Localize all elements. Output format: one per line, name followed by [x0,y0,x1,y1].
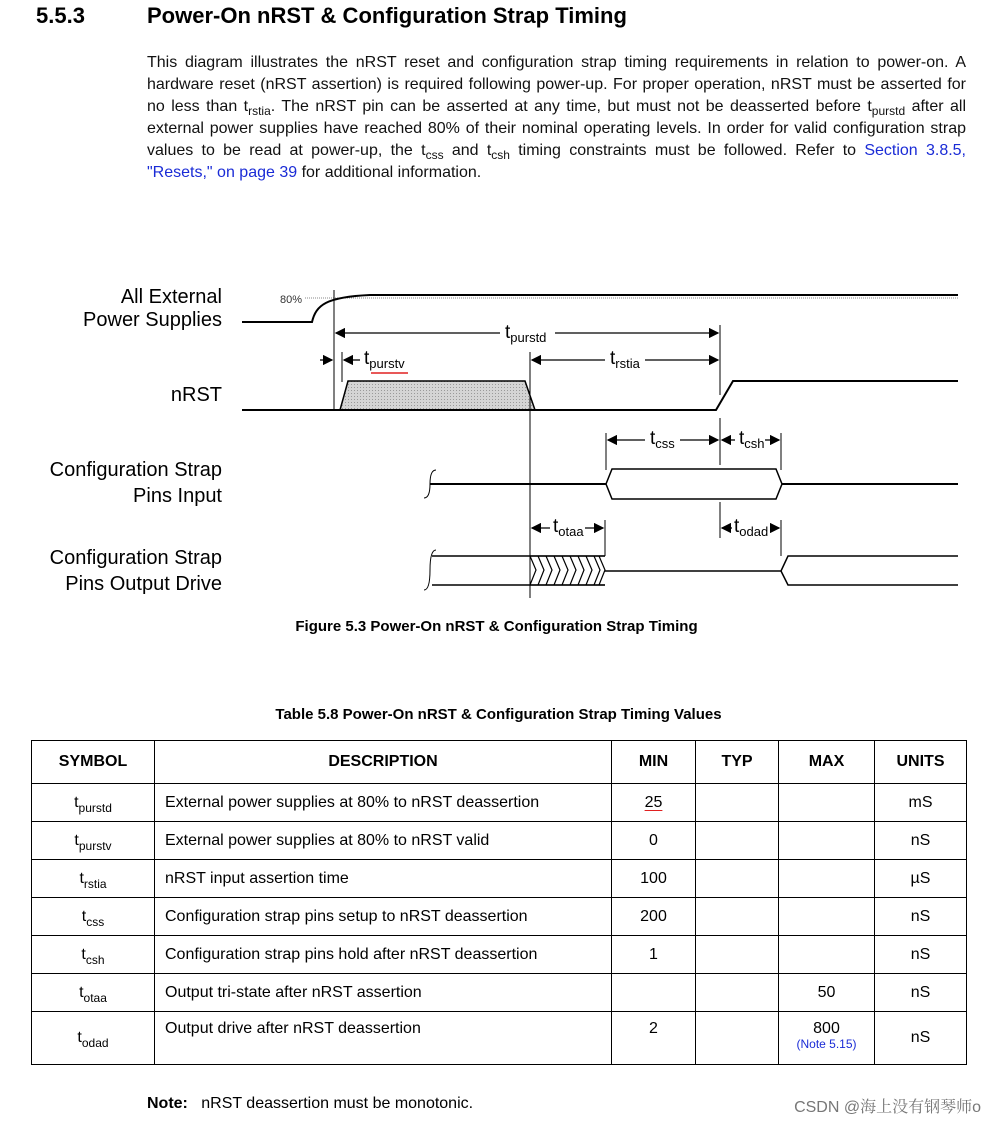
units-cell: mS [875,784,967,822]
col-min: MIN [612,741,696,784]
units-cell: nS [875,936,967,974]
table-row [32,974,967,1012]
label-cfgout-2: Pins Output Drive [65,573,222,595]
typ-cell [696,1012,779,1065]
units-cell: nS [875,822,967,860]
typ-cell [696,784,779,822]
col-description: DESCRIPTION [155,741,612,784]
min-cell: 1 [612,936,696,974]
symbol-cell: $t_{otaa}$ [32,974,155,1012]
description-cell: External power supplies at 80% to nRST deassertion [155,784,612,822]
max-cell [779,822,875,860]
description-cell: Configuration strap pins hold after nRST deassertion [155,936,612,974]
min-cell: 200 [612,898,696,936]
max-cell: 50 [779,974,875,1012]
symbol-cell: $t_{css}$ [32,898,155,936]
section-title: Power-On nRST & Configuration Strap Timing [147,3,627,28]
description-cell: External power supplies at 80% to nRST valid [155,822,612,860]
note-5-15-link[interactable]: (Note 5.15) [796,1037,857,1051]
max-cell: 800 (Note 5.15) [779,1012,875,1065]
figure-caption: Figure 5.3 Power-On nRST & Configuration Strap Timing [295,618,698,635]
symbol-cell: $t_{csh}$ [32,936,155,974]
col-typ: TYP [696,741,779,784]
resets-section-link[interactable]: Section 3.8.5, "Resets," on page 39 [147,142,967,181]
max-cell [779,936,875,974]
typ-cell [696,936,779,974]
reference-lines [334,290,781,598]
label-power-2: Power Supplies [83,309,222,331]
table-row [32,936,967,974]
label-trstia: $t_{rstia}$ [610,348,640,371]
label-cfgin-2: Pins Input [133,485,222,507]
description-cell: Configuration strap pins setup to nRST deassertion [155,898,612,936]
description-cell: nRST input assertion time [155,860,612,898]
typ-cell [696,860,779,898]
label-cfgout-1: Configuration Strap [49,547,222,569]
max-cell [779,784,875,822]
typ-cell [696,898,779,936]
max-cell [779,898,875,936]
label-nrst: nRST [170,384,222,406]
label-totaa: $t_{otaa}$ [553,516,584,539]
label-tpurstv: $t_{purstv}$ [364,348,405,371]
min-cell [612,974,696,1012]
table-title: Table 5.8 Power-On nRST & Configuration Strap Timing Values [275,706,722,723]
description-cell: Output tri-state after nRST assertion [155,974,612,1012]
max-cell [779,860,875,898]
table-row [32,822,967,860]
units-cell: nS [875,898,967,936]
intro-paragraph: This diagram illustrates the nRST reset and configuration strap timing requirements in relation to power-on. A hardware reset (nRST assertion) is required following power-up. For proper operation, nRST must be asserted for no less than $t_{rstia}$. The nRST pin can be asserted at any time, but must not be deasserted before $t_{purstd}$ after all external power supplies have reached 80% of their nominal operating levels. In order for valid configuration strap values to be read at power-up, the $t_{css}$ and $t_{csh}$ timing constraints must be followed. Refer to Section 3.8.5, "Resets," on page 39 for additional information. [147,54,967,181]
min-cell: 0 [612,822,696,860]
section-number: 5.5.3 [36,3,85,28]
col-units: UNITS [875,741,967,784]
timing-diagram [0,260,993,605]
hatch-region [530,556,605,585]
table-row [32,898,967,936]
label-tpurstd: $t_{purstd}$ [505,322,547,345]
table-row [32,860,967,898]
label-tcss: $t_{css}$ [650,428,675,451]
signal-waveforms [242,295,958,590]
units-cell: nS [875,974,967,1012]
symbol-cell: $t_{odad}$ [32,1012,155,1065]
min-cell: 2 [612,1012,696,1065]
table-row [32,1012,967,1065]
typ-cell [696,974,779,1012]
timing-table [31,740,967,1065]
label-power-1: All External [120,286,222,308]
typ-cell [696,822,779,860]
description-cell: Output drive after nRST deassertion [155,1012,612,1065]
symbol-cell: $t_{purstv}$ [32,822,155,860]
table-header-row [32,741,967,784]
label-tcsh: $t_{csh}$ [739,428,765,451]
note: Note: nRST deassertion must be monotonic. [147,1095,474,1112]
label-80pct: 80% [280,294,303,306]
symbol-cell: $t_{rstia}$ [32,860,155,898]
watermark: CSDN @海上没有钢琴师o [794,1099,981,1116]
min-cell: 25 [612,784,696,822]
symbol-cell: $t_{purstd}$ [32,784,155,822]
units-cell: nS [875,1012,967,1065]
label-cfgin-1: Configuration Strap [49,459,222,481]
table-row [32,784,967,822]
label-todad: $t_{odad}$ [734,516,769,539]
col-symbol: SYMBOL [32,741,155,784]
units-cell: µS [875,860,967,898]
col-max: MAX [779,741,875,784]
min-cell: 100 [612,860,696,898]
